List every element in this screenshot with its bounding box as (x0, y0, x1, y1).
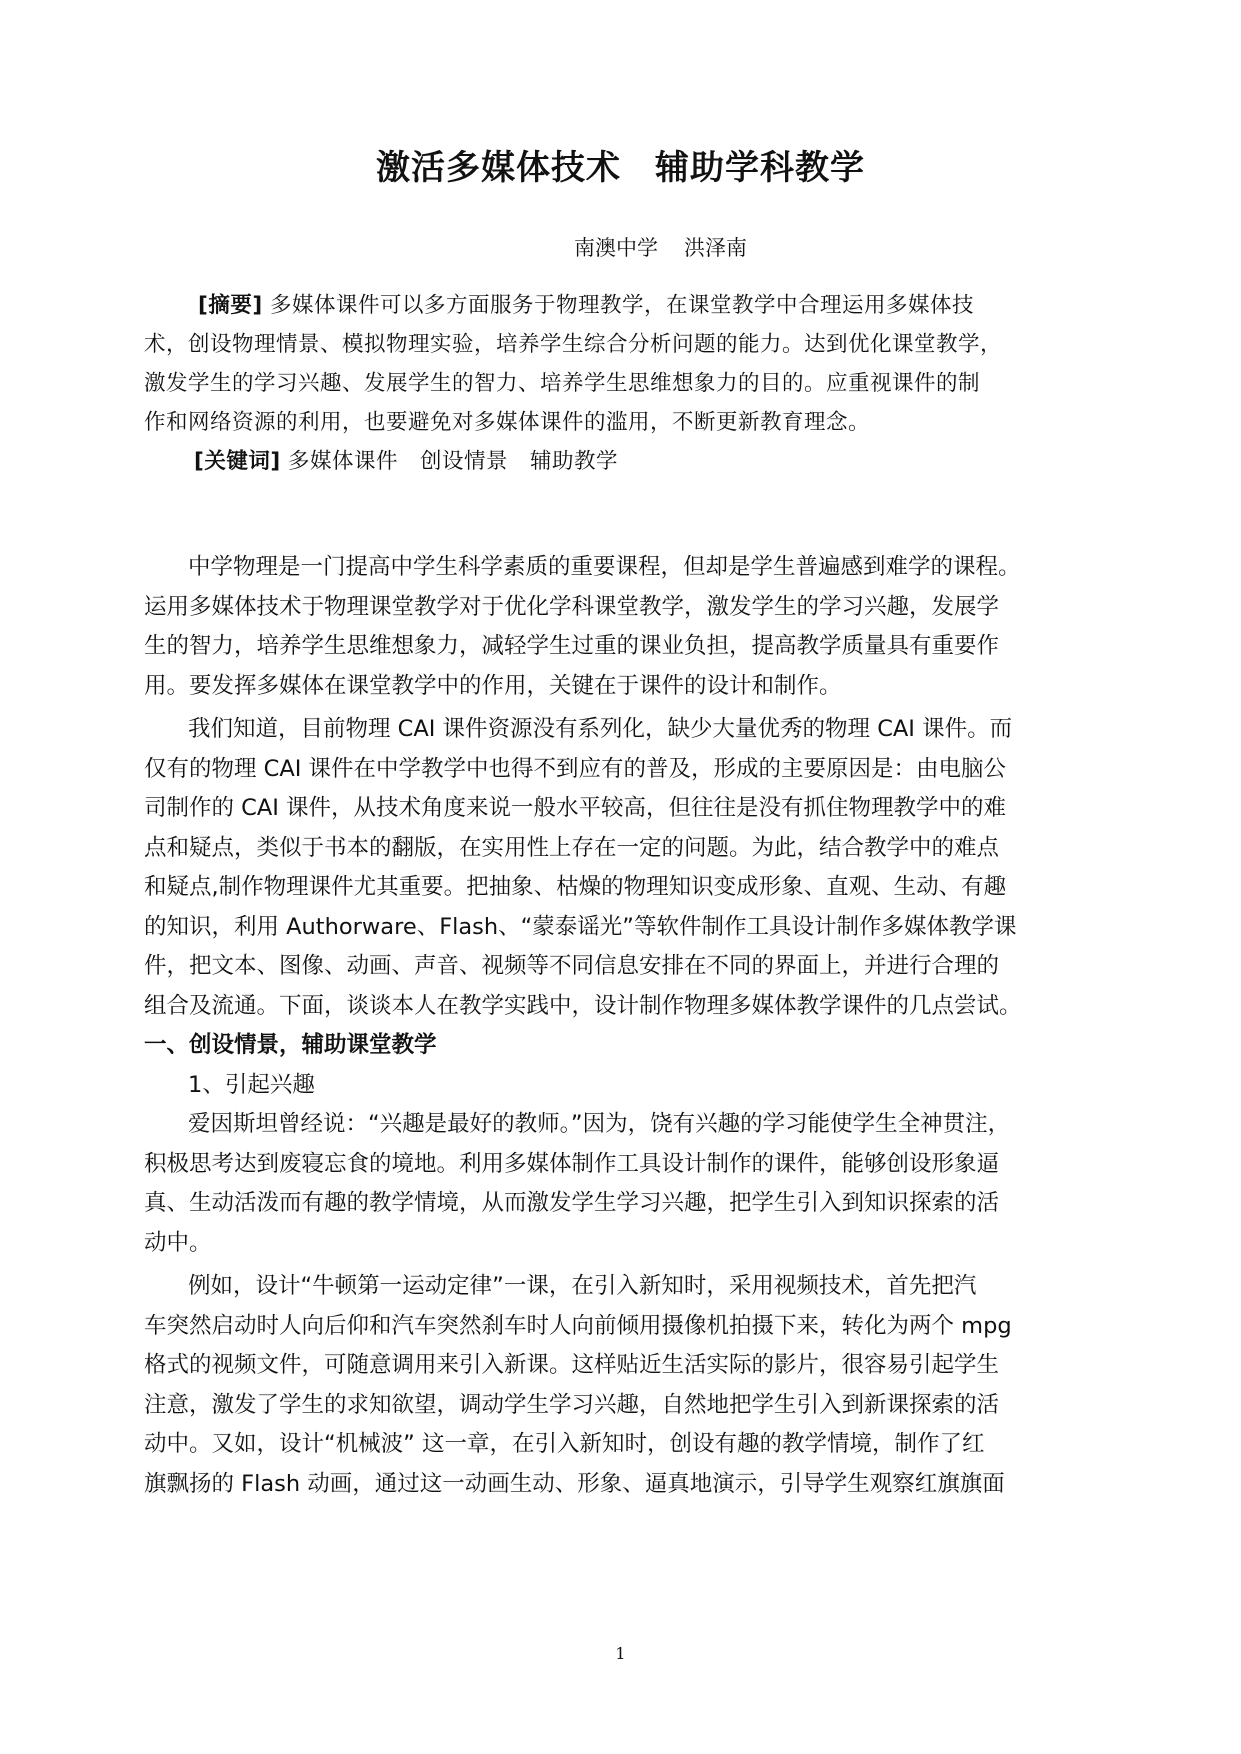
abstract-line: 作和网络资源的利用，也要避免对多媒体课件的滥用，不断更新教育理念。 (144, 410, 871, 435)
abstract-line: 激发学生的学习兴趣、发展学生的智力、培养学生思维想象力的目的。应重视课件的制 (144, 371, 981, 396)
page-number: 1 (615, 1644, 626, 1663)
author-line (0, 232, 1241, 262)
section-heading: 一、创设情景，辅助课堂教学 (144, 1032, 437, 1058)
author-school: 南澳中学 (574, 236, 658, 260)
keyword: 辅助教学 (530, 449, 619, 474)
author-name: 洪泽南 (684, 236, 747, 260)
paragraph-intro: 中学物理是一门提高中学生科学素质的重要课程，但却是学生普遍感到难学的课程。 运用多媒体技术于物理课堂教学对于优化学科课堂教学，激发学生的学习兴趣，发展学 生的智力，培养学生思维想象力，减轻学生过重的课业负担，提高教学质量具有重要作 用。要发挥多媒体在课堂教学中的作用，关键在于课件的设计和制作。 (144, 554, 1021, 699)
title-part-1: 激活多媒体技术 (376, 148, 621, 188)
abstract-line: 术，创设物理情景、模拟物理实验，培养学生综合分析问题的能力。达到优化课堂教学， (144, 332, 1003, 357)
abstract-label: [摘要] (198, 293, 263, 318)
document-title (0, 140, 1241, 189)
paragraph-example: 例如，设计“牛顿第一运动定律”一课，在引入新知时，采用视频技术，首先把汽 车突然启动时人向后仰和汽车突然刹车时人向前倾用摄像机拍摄下来，转化为两个 mpg 格式的视频文件，可随意调用来引入新课。这样贴近生活实际的影片，很容易引起学生 注意，激发了学生的求知欲望，调动学生学习兴趣，自然地把学生引入到新课探索的活 动中。又如，设计“机械波” 这一章，在引入新知时，创设有趣的教学情境，制作了红 旗飘扬的 Flash 动画，通过这一动画生动、形象、逼真地演示，引导学生观察红旗旗面 (144, 1273, 1012, 1497)
keyword: 多媒体课件 (288, 449, 399, 474)
subsection-heading: 1、引起兴趣 (188, 1071, 315, 1098)
abstract-line: [摘要] 多媒体课件可以多方面服务于物理教学，在课堂教学中合理运用多媒体技 (198, 293, 975, 318)
paragraph-einstein: 爱因斯坦曾经说：“兴趣是最好的教师。”因为，饶有兴趣的学习能使学生全神贯注， 积极思考达到废寝忘食的境地。利用多媒体制作工具设计制作的课件，能够创设形象逼 真、生动活泼而有趣的教学情境，从而激发学生学习兴趣，把学生引入到知识探索的活 动中。 (144, 1111, 1011, 1256)
keywords-label: [关键词] (194, 449, 281, 474)
paragraph-cai: 我们知道，目前物理 CAI 课件资源没有系列化，缺少大量优秀的物理 CAI 课件。而 仅有的物理 CAI 课件在中学教学中也得不到应有的普及，形成的主要原因是：由电脑公 司制作的 CAI 课件，从技术角度来说一般水平较高，但往往是没有抓住物理教学中的难 点和疑点，类似于书本的翻版，在实用性上存在一定的问题。为此，结合教学中的难点 和疑点,制作物理课件尤其重要。把抽象、枯燥的物理知识变成形象、直观、生动、有趣 的知识，利用 Authorware、Flash、“蒙泰谣光”等软件制作工具设计制作多媒体教学课 件，把文本、图像、动画、声音、视频等不同信息安排在不同的界面上，并进行合理的 组合及流通。下面，谈谈本人在教学实践中，设计制作物理多媒体教学课件的几点尝试。 (144, 716, 1022, 1019)
abstract-section (144, 286, 1098, 481)
keyword: 创设情景 (420, 449, 509, 474)
title-part-2: 辅助学科教学 (655, 148, 865, 188)
keywords-line (144, 442, 1098, 481)
body-text (144, 548, 1098, 1504)
